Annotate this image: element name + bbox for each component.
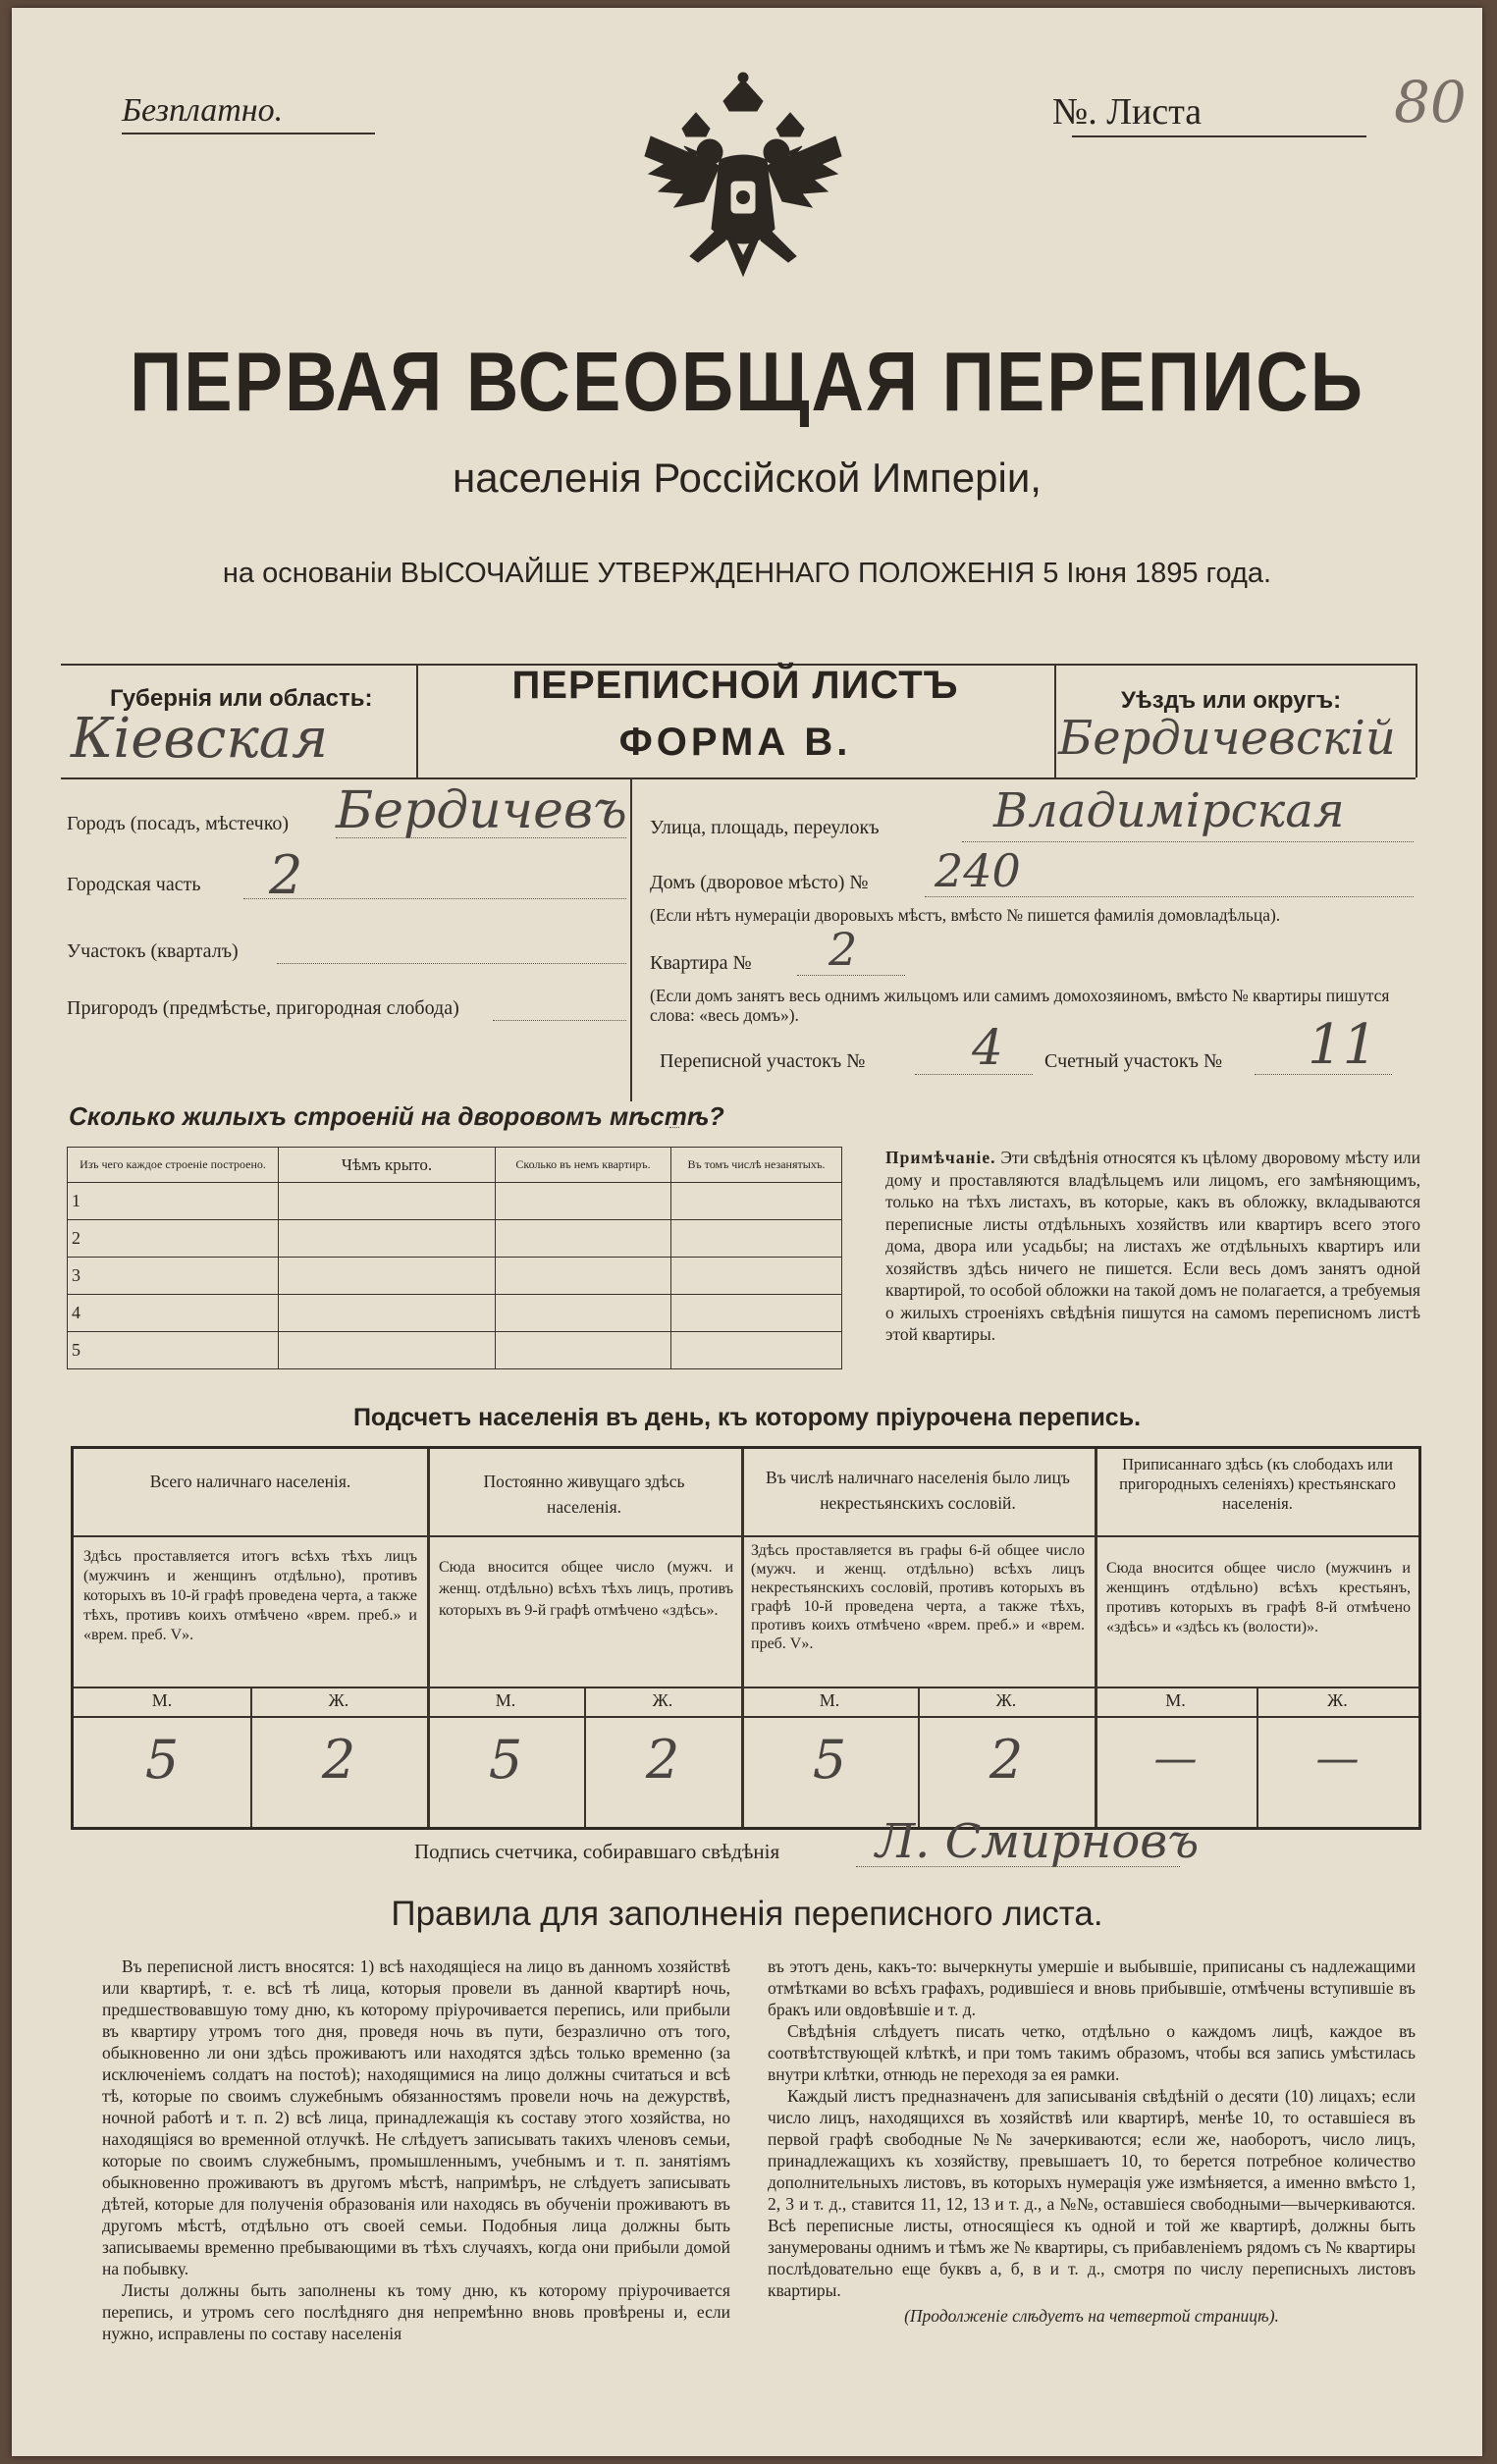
buildings-row-number: 1 <box>68 1183 279 1220</box>
buildings-row-number: 4 <box>68 1295 279 1332</box>
buildings-row-number: 3 <box>68 1258 279 1295</box>
district-label: Участокъ (кварталъ) <box>67 940 239 962</box>
signature-value: Л. Смирновъ <box>876 1814 1200 1869</box>
rules-paragraph: въ этотъ день, какъ-то: вычеркнуты умершіе и выбывшіе, приписаны съ надлежащими отмѣтками во всѣхъ графахъ, родившіеся и вновь прибывшіе, отмѣчены вступившіе въ бракъ или овдовѣвшіе и т. д. <box>768 1956 1416 2019</box>
count-col3-f-value: 2 <box>989 1729 1024 1791</box>
sheet-number-label: №. Листа <box>1052 91 1203 133</box>
count-title: Подсчетъ населенія въ день, къ которому пріурочена перепись. <box>352 1404 1142 1431</box>
count-col3-head: Въ числѣ наличнаго населенія было лицъ некрестьянскихъ сословій. <box>766 1468 1070 1513</box>
street-label: Улица, площадь, переулокъ <box>650 817 880 838</box>
house-label: Домъ (дворовое мѣсто) № <box>650 872 869 893</box>
city-value: Бердичевъ <box>336 781 627 840</box>
buildings-note-text: Эти свѣдѣнія относятся къ цѣлому дворовому мѣсту или дому и проставляются владѣльцемъ или лицомъ, его замѣняющимъ, только на тѣхъ листахъ, въ которые, какъ въ обложку, вкладываются переписные листы отдѣльныхъ хозяйствъ или квартиръ всего этого дома, двора или усадьбы; на листахъ же отдѣльныхъ квартиръ или хозяйствъ здѣсь ничего не пишется. Если весь домъ занятъ одной квартирой, то особой обложки на такой домъ не полагается, а требуемыя о жилыхъ строеніяхъ свѣдѣнія пишутся на самомъ переписномъ листѣ этой квартиры. <box>885 1148 1421 1344</box>
count-col1-f-value: 2 <box>321 1729 356 1791</box>
count-col3-m-value: 5 <box>812 1729 847 1791</box>
uezd-value: Бердичевскiй <box>1058 711 1396 766</box>
count-col2-head: Постоянно живущаго здѣсь населенія. <box>483 1472 685 1517</box>
imperial-eagle-emblem <box>625 72 861 312</box>
count-col1-desc: Здѣсь проставляется итогъ всѣхъ тѣхъ лицъ (мужчинъ и женщинъ отдѣльно), противъ которыхъ въ 10-й графѣ проведена черта, а также тѣхъ, противъ коихъ отмѣчено «врем. преб.» и «врем. преб. V». <box>83 1548 417 1643</box>
suburb-label: Пригородъ (предмѣстье, пригородная слобода) <box>67 997 459 1019</box>
gubernia-value: Кіевская <box>71 707 329 771</box>
part-value: 2 <box>269 844 303 906</box>
apartment-label: Квартира № <box>650 952 752 974</box>
count-col2-f-label: Ж. <box>652 1690 673 1710</box>
rules-title: Правила для заполненія переписного листа. <box>391 1895 1103 1933</box>
rules-left-column <box>102 1955 730 2344</box>
count-col1-m-value: 5 <box>144 1729 180 1791</box>
sheet-number-value: 80 <box>1394 69 1467 135</box>
form-label: ФОРМА В. <box>618 721 852 764</box>
count-col2-f-value: 2 <box>645 1729 680 1791</box>
count-col1-f-label: Ж. <box>328 1690 349 1710</box>
rules-paragraph: Въ переписной листъ вносятся: 1) всѣ находящіеся на лицо въ данномъ хозяйствѣ или квартирѣ, т. е. всѣ тѣ лица, которыя провели въ данной квартирѣ ночь, предшествовавшую тому дню, къ которому пріурочивается перепись, или прибыли въ квартиру утромъ того дня, проведя ночь въ пути, безразлично отъ того, обыкновенно ли они здѣсь проживаютъ или находятся здѣсь только временно (за исключеніемъ солдатъ на постоѣ); находящимися на лицо должны считаться и всѣ тѣ, которые по своимъ служебнымъ обязанностямъ провели ночь на дежурствѣ, ночной работѣ и т. п. 2) всѣ лица, принадлежащія къ составу этого хозяйства, но находящіяся во временной отлучкѣ. Не слѣдуетъ записывать такихъ членовъ семьи, которые по своимъ служебнымъ, промышленнымъ, учебнымъ и т. п. занятіямъ обыкновенно проживаютъ въ другомъ мѣстѣ, напримѣръ, не слѣдуетъ записывать дѣтей, которые для полученія образованія или находясь въ обученіи проживаютъ въ другомъ мѣстѣ, отдѣльно отъ своей семьи. Подобныя лица должны быть записываемы временно пребывающими въ тѣхъ случаяхъ, когда они прибыли домой на побывку. <box>102 1956 730 2278</box>
city-label: Городъ (посадъ, мѣстечко) <box>67 813 290 834</box>
population-count-table <box>71 1446 1421 1830</box>
apartment-value: 2 <box>829 923 858 976</box>
buildings-header-vacant: Въ томъ числѣ незанятыхъ. <box>671 1148 842 1183</box>
form-name: ПЕРЕПИСНОЙ ЛИСТЪ <box>511 664 959 707</box>
buildings-row-number: 2 <box>68 1220 279 1258</box>
buildings-note <box>885 1147 1420 1346</box>
count-area-value: 11 <box>1308 1013 1378 1077</box>
house-value: 240 <box>935 844 1021 897</box>
rules-paragraph: Листы должны быть заполнены къ тому дню, къ которому пріурочивается перепись, и утромъ сего послѣдняго дня непремѣнно вновь провѣрены и, если нужно, исправлены по составу населенія <box>102 2280 730 2343</box>
rules-continued: (Продолженіе слѣдуетъ на четвертой страницѣ). <box>904 2306 1279 2326</box>
count-col2-m-label: М. <box>495 1690 516 1710</box>
count-col2-desc: Сюда вносится общее число (мужч. и женщ. отдѣльно) всѣхъ тѣхъ лицъ, противъ которыхъ въ 9-й графѣ отмѣчено «здѣсь». <box>439 1559 733 1619</box>
count-col4-f-label: Ж. <box>1327 1690 1348 1710</box>
count-col1-head: Всего наличнаго населенія. <box>149 1472 351 1491</box>
basis-line: на основаніи ВЫСОЧАЙШЕ УТВЕРЖДЕННАГО ПОЛОЖЕНІЯ 5 Іюня 1895 года. <box>222 558 1272 589</box>
rules-paragraph: Свѣдѣнія слѣдуетъ писать четко, отдѣльно о каждомъ лицѣ, каждое въ соотвѣтствующей клѣткѣ, и при томъ такимъ образомъ, чтобы вся запись умѣстилась внутри клѣтки, отнюдь не переходя за ея рамки. <box>768 2021 1416 2084</box>
street-value: Владимiрская <box>993 783 1345 838</box>
signature-label: Подпись счетчика, собиравшаго свѣдѣнія <box>414 1840 780 1863</box>
count-col4-f-value: — <box>1315 1734 1360 1784</box>
census-area-value: 4 <box>972 1019 1003 1076</box>
buildings-header-roof: Чѣмъ крыто. <box>279 1148 496 1183</box>
count-col4-head: Приписаннаго здѣсь (къ слободахъ или пригородныхъ селеніяхъ) крестьянскаго населенія. <box>1119 1455 1396 1513</box>
buildings-note-title: Примѣчаніе. <box>885 1148 996 1167</box>
uezd-label: Уѣздъ или округъ: <box>1121 687 1342 714</box>
count-col3-desc: Здѣсь проставляется въ графы 6-й общее число (мужч. и женщ. отдѣльно) всѣхъ лицъ некрестьянскихъ сословій, противъ которыхъ въ графѣ 10-й проведена черта, а также тѣхъ, противъ коихъ отмѣчено «врем. преб.» и «врем. преб. V». <box>751 1542 1085 1652</box>
apartment-note: (Если домъ занятъ весь однимъ жильцомъ или самимъ домохозяиномъ, вмѣсто № квартиры пишутся слова: «весь домъ»). <box>650 986 1390 1025</box>
rules-paragraph: Каждый листъ предназначенъ для записыванія свѣдѣній о десяти (10) лицахъ; если число лицъ, находящихся въ хозяйствѣ или квартирѣ, менѣе 10, то оставшіеся въ первой графѣ свободные №№ зачеркиваются; если же, наоборотъ, число лицъ, принадлежащихъ къ хозяйству, превышаетъ 10, то берется потребное количество дополнительныхъ листовъ, въ которыхъ нумерація уже измѣняется, а именно вмѣсто 1, 2, 3 и т. д., ставится 11, 12, 13 и т. д., а №№, оставшіеся свободными—вычеркиваются. Всѣ переписные листы, относящіеся къ одной и той же квартирѣ, должны быть занумерованы однимъ и тѣмъ же № квартиры, съ прибавленіемъ рядомъ съ № квартиры послѣдовательно еще буквъ а, б, в и т. д., смотря по числу переписныхъ листовъ квартиры. <box>768 2086 1416 2300</box>
buildings-table <box>67 1147 842 1369</box>
count-col4-m-value: — <box>1153 1734 1198 1784</box>
buildings-header-material: Изъ чего каждое строеніе построено. <box>68 1148 279 1183</box>
count-col3-m-label: М. <box>819 1690 840 1710</box>
count-col4-m-label: М. <box>1165 1690 1186 1710</box>
count-area-label: Счетный участокъ № <box>1044 1050 1223 1072</box>
census-sheet <box>12 8 1482 2456</box>
count-col3-f-label: Ж. <box>995 1690 1017 1710</box>
buildings-header-apartments: Сколько въ немъ квартиръ. <box>496 1148 671 1183</box>
page-subtitle: населенія Россійской Имперіи, <box>453 455 1042 501</box>
count-col2-m-value: 5 <box>488 1729 523 1791</box>
census-area-label: Переписной участокъ № <box>660 1050 866 1072</box>
buildings-question: Сколько жилыхъ строеній на дворовомъ мѣстѣ? <box>69 1101 724 1131</box>
count-col4-desc: Сюда вносится общее число (мужчинъ и женщинъ отдѣльно) всѣхъ крестьянъ, противъ которыхъ въ графѣ 8-й отмѣчено «здѣсь» и «здѣсь къ (волости)». <box>1106 1560 1411 1635</box>
free-label: Безплатно. <box>122 92 284 129</box>
rules-right-column <box>768 1955 1416 2327</box>
part-label: Городская часть <box>67 874 201 895</box>
buildings-row-number: 5 <box>68 1332 279 1369</box>
house-note: (Если нѣтъ нумераціи дворовыхъ мѣстъ, вмѣсто № пишется фамилія домовладѣльца). <box>650 905 1281 925</box>
count-col1-m-label: М. <box>151 1690 173 1710</box>
page-title: ПЕРВАЯ ВСЕОБЩАЯ ПЕРЕПИСЬ <box>130 335 1364 429</box>
gubernia-label: Губернія или область: <box>110 685 373 712</box>
